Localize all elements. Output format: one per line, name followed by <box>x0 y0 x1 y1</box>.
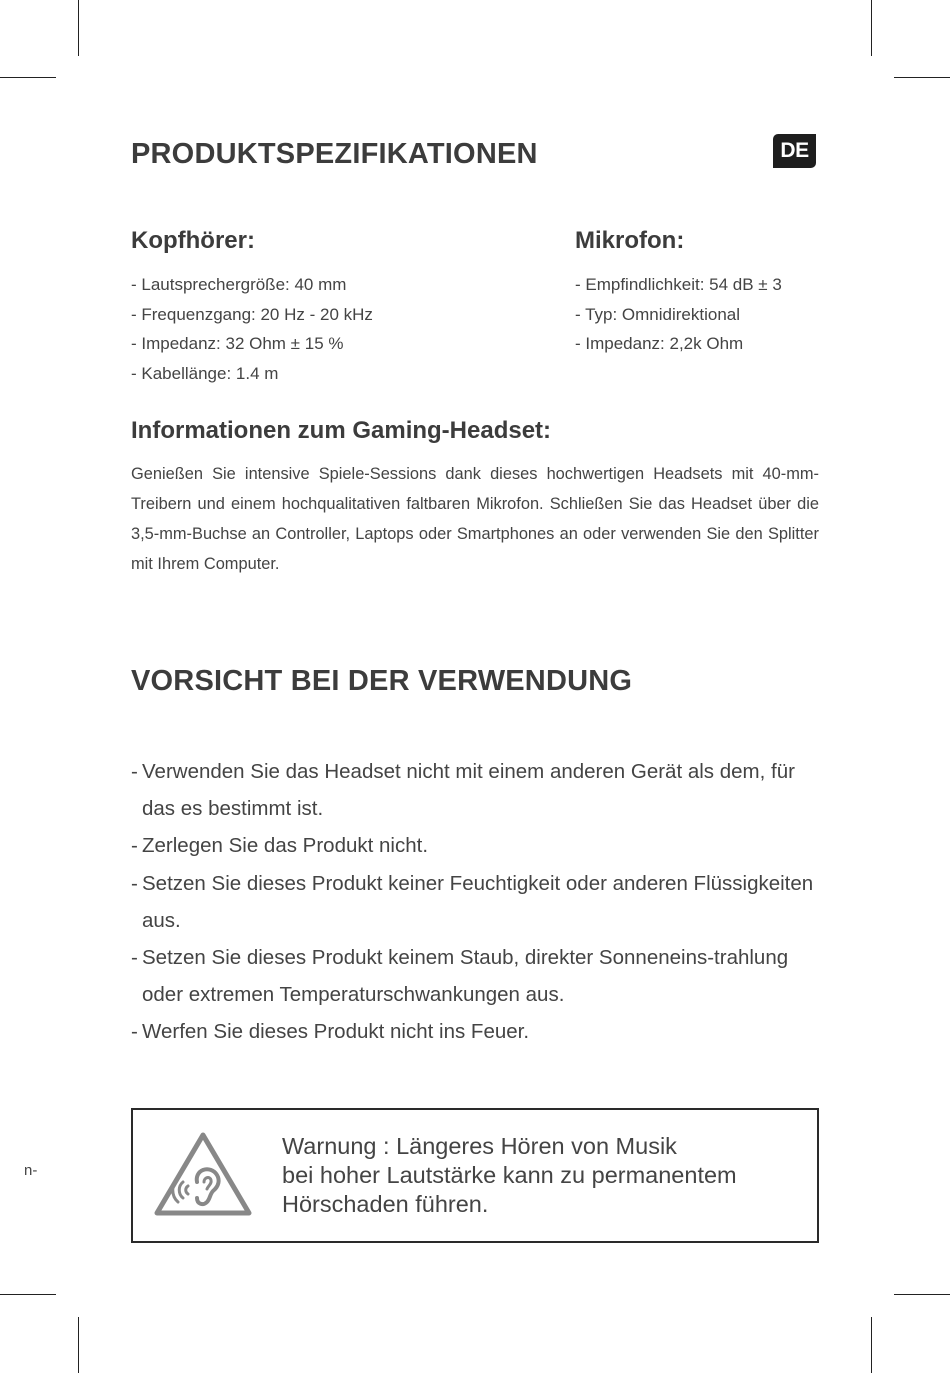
crop-mark <box>894 1294 950 1295</box>
spec-title: PRODUKTSPEZIFIKATIONEN <box>131 138 538 170</box>
info-heading: Informationen zum Gaming-Headset: <box>131 417 552 444</box>
crop-mark <box>871 0 872 56</box>
caution-list <box>131 753 831 1051</box>
caution-item-text: Werfen Sie dieses Produkt nicht ins Feuer. <box>142 1020 530 1044</box>
microphone-heading: Mikrofon: <box>575 227 685 254</box>
crop-mark <box>894 77 950 78</box>
warning-line: Warnung : Längeres Hören von Musik <box>282 1133 677 1159</box>
crop-mark <box>78 1317 79 1373</box>
page-marker: n- <box>24 1162 38 1179</box>
caution-item-text: Zerlegen Sie das Produkt nicht. <box>142 834 429 858</box>
caution-title: VORSICHT BEI DER VERWENDUNG <box>131 665 633 697</box>
spec-item: - Frequenzgang: 20 Hz - 20 kHz <box>131 304 373 324</box>
spec-item: - Impedanz: 32 Ohm ± 15 % <box>131 334 344 354</box>
spec-item: - Kabellänge: 1.4 m <box>131 364 279 384</box>
caution-item: - Verwenden Sie das Headset nicht mit einem anderen Gerät als dem, für das es bestimmt ist. <box>131 760 795 821</box>
caution-item-text: Verwenden Sie das Headset nicht mit einem anderen Gerät als dem, für das es bestimmt ist. <box>142 760 795 821</box>
warning-line: Hörschaden führen. <box>282 1191 489 1217</box>
caution-item-text: Setzen Sie dieses Produkt keinem Staub, direkter Sonneneins-trahlung oder extremen Temperaturschwankungen aus. <box>142 946 789 1007</box>
crop-mark <box>871 1317 872 1373</box>
warning-box <box>131 1108 819 1243</box>
warning-line: bei hoher Lautstärke kann zu permanentem <box>282 1162 737 1188</box>
caution-item: - Zerlegen Sie das Produkt nicht. <box>131 834 429 858</box>
crop-mark <box>78 0 79 56</box>
headphones-spec-list <box>131 270 373 389</box>
caution-item: - Setzen Sie dieses Produkt keinem Staub, direkter Sonneneins-trahlung oder extremen Temperaturschwankungen aus. <box>131 946 789 1007</box>
warning-text <box>282 1132 812 1219</box>
crop-mark <box>0 1294 56 1295</box>
spec-item: - Impedanz: 2,2k Ohm <box>575 334 744 354</box>
caution-item-text: Setzen Sie dieses Produkt keiner Feuchtigkeit oder anderen Flüssigkeiten aus. <box>142 871 814 932</box>
spec-item: - Empfindlichkeit: 54 dB ± 3 <box>575 275 782 294</box>
spec-item: - Lautsprechergröße: 40 mm <box>131 275 347 294</box>
crop-mark <box>0 77 56 78</box>
headphones-heading: Kopfhörer: <box>131 227 255 254</box>
caution-item: - Werfen Sie dieses Produkt nicht ins Feuer. <box>131 1020 530 1044</box>
info-paragraph: Genießen Sie intensive Spiele-Sessions dank dieses hochwertigen Headsets mit 40-mm-Treibern und einem hochqualitativen faltbaren Mikrofon. Schließen Sie das Headset über die 3,5-mm-Buchse an Controller, Laptops oder Smartphones an oder verwenden Sie den Splitter mit Ihrem Computer. <box>131 465 819 573</box>
language-badge: DE <box>773 134 816 168</box>
microphone-spec-list <box>575 270 782 359</box>
caution-item: - Setzen Sie dieses Produkt keiner Feuchtigkeit oder anderen Flüssigkeiten aus. <box>131 871 814 932</box>
spec-item: - Typ: Omnidirektional <box>575 304 741 324</box>
hearing-warning-icon <box>153 1130 253 1218</box>
